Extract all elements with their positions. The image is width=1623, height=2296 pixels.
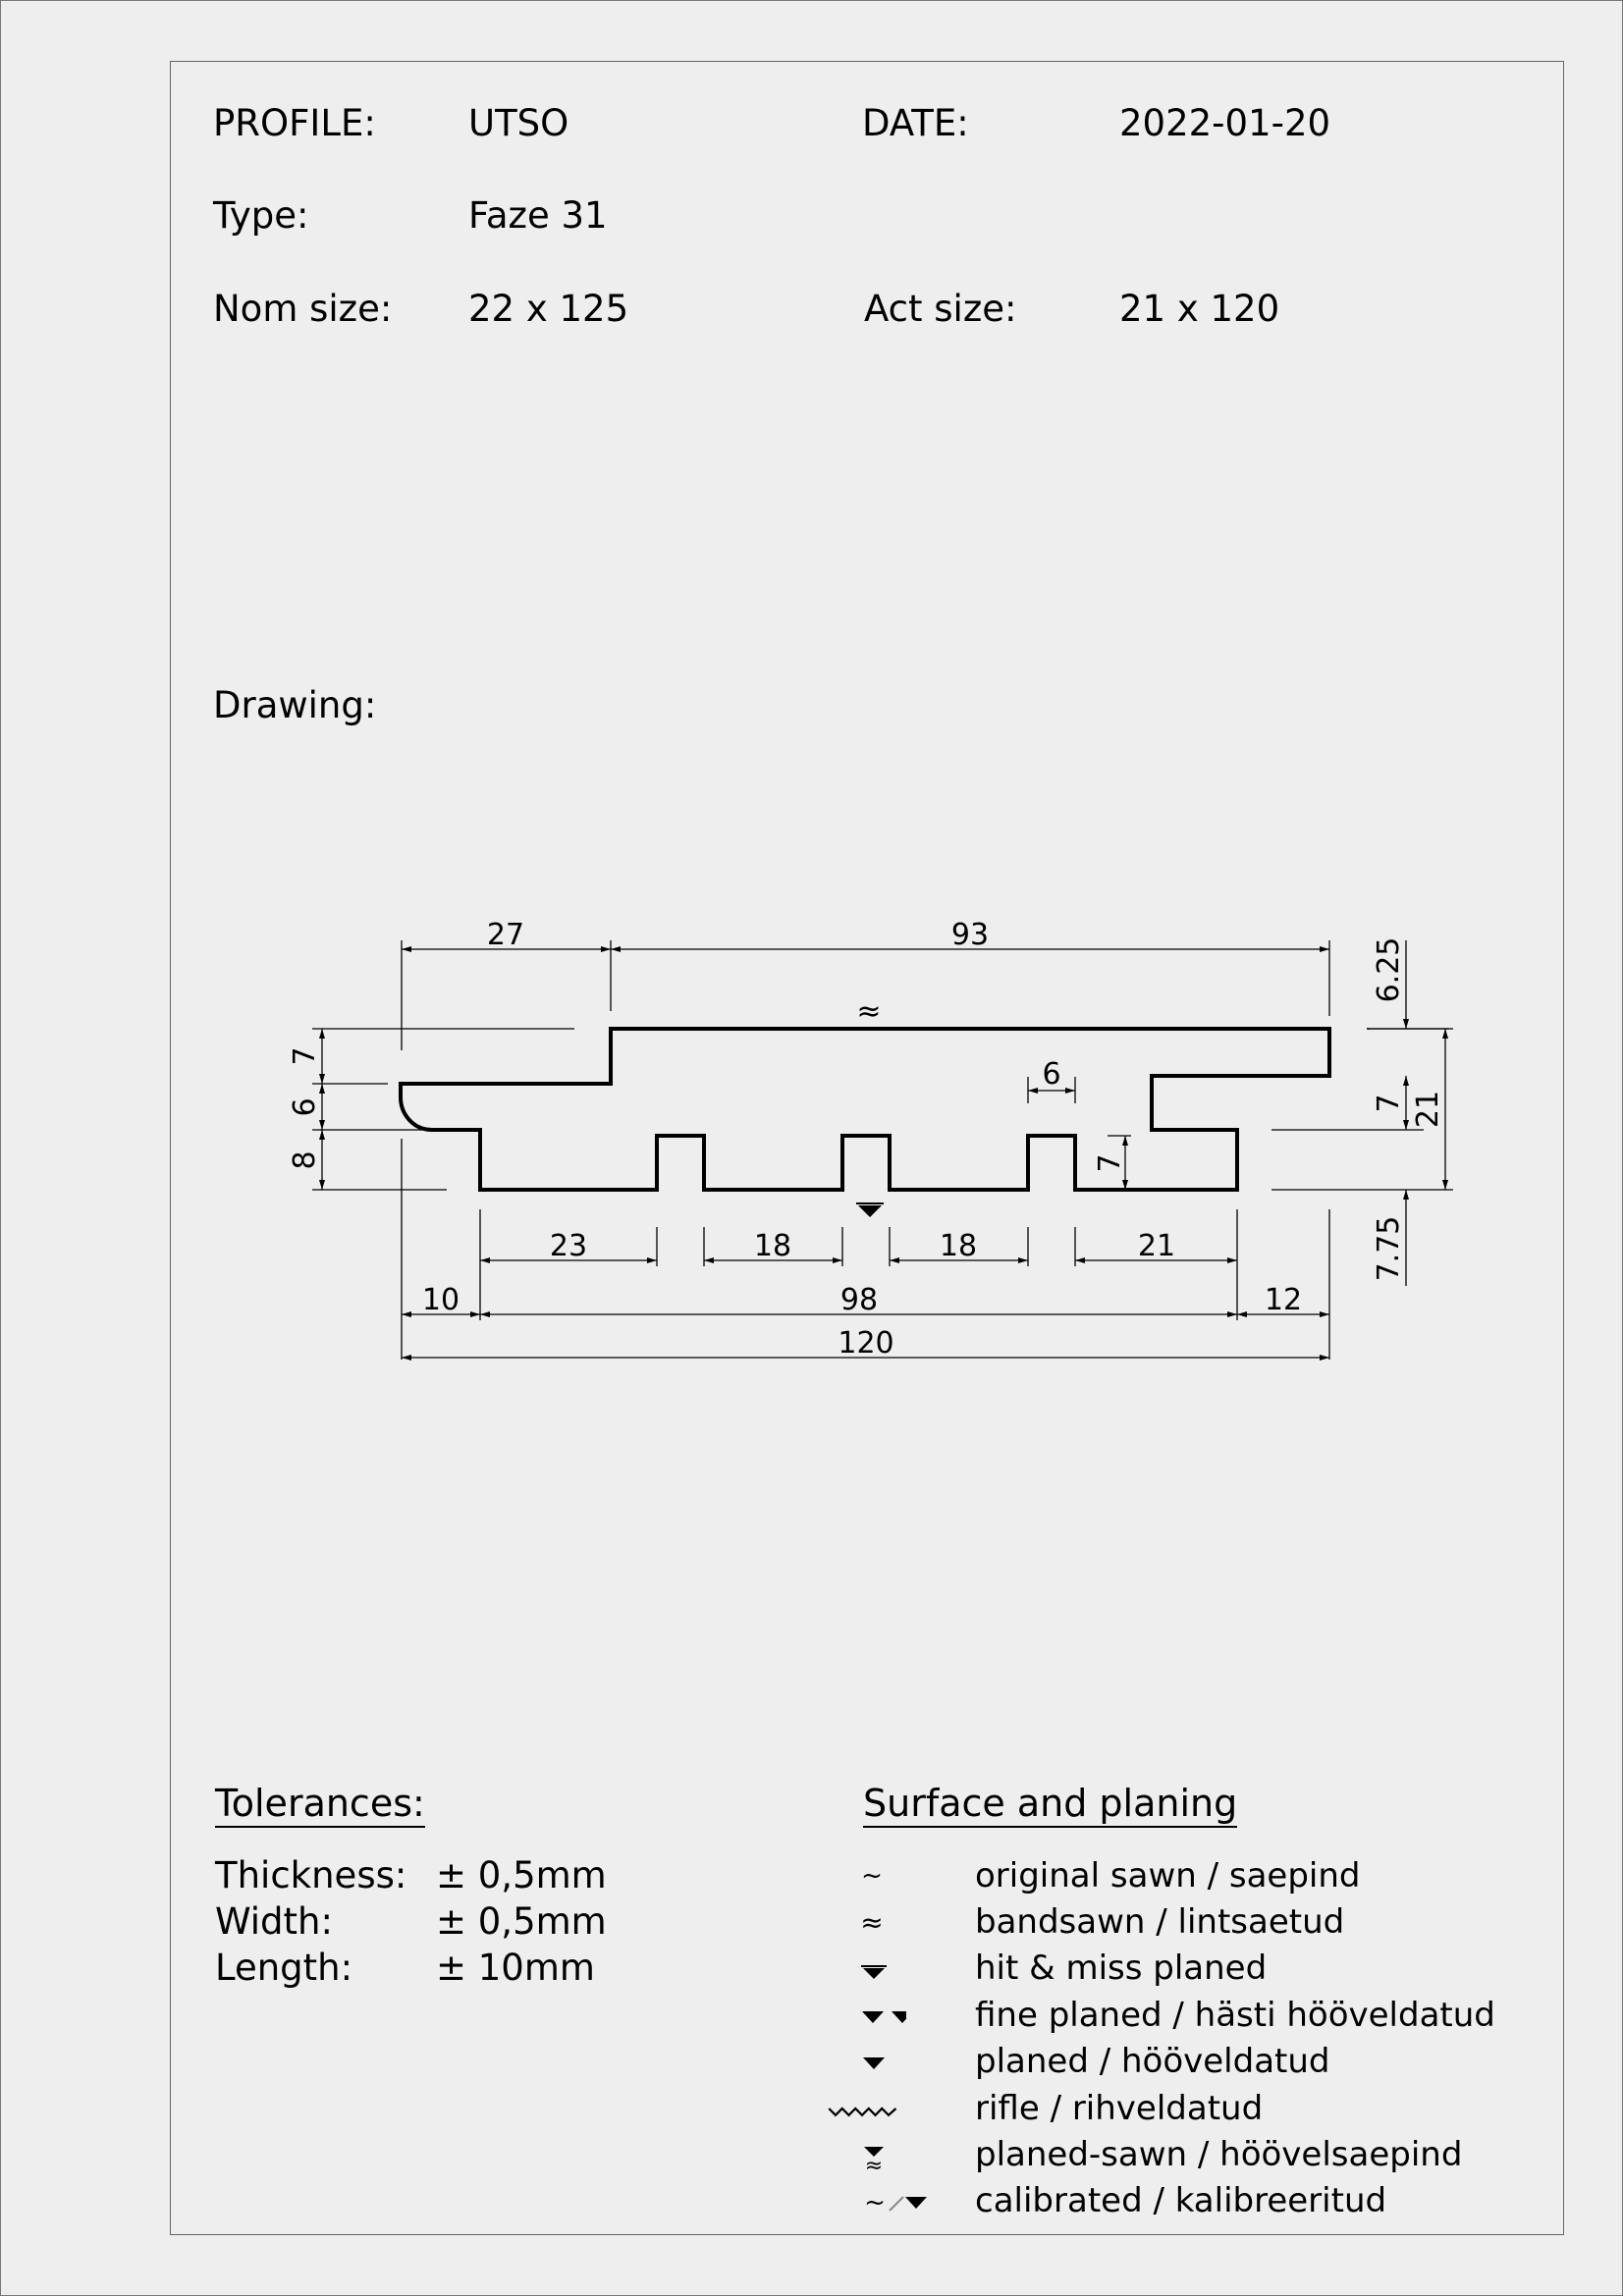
double-triangle-icon — [833, 1996, 906, 2035]
svg-text:≈: ≈ — [860, 1906, 884, 1939]
profile-outline — [401, 1029, 1329, 1190]
tolerances-heading: Tolerances: — [215, 1781, 425, 1828]
legend-fine-planed: fine planed / hästi hööveldatud — [975, 1996, 1495, 2035]
legend-hit-miss-planed: hit & miss planed — [975, 1949, 1268, 1988]
planed-mark-icon — [858, 1205, 882, 1217]
dim-left-6: 6 — [288, 1097, 322, 1117]
zigzag-icon — [827, 2089, 900, 2128]
nom-size-value: 22 x 125 — [468, 288, 629, 330]
triangle-icon — [833, 2042, 906, 2081]
svg-text:~: ~ — [861, 1861, 883, 1891]
dim-right-7: 7 — [1372, 1094, 1406, 1113]
dim-bottom-18a: 18 — [753, 1229, 792, 1263]
act-size-value: 21 x 120 — [1119, 288, 1280, 330]
tolerance-width-label: Width: — [215, 1900, 333, 1943]
legend-planed: planed / hööveldatud — [975, 2042, 1330, 2081]
double-tilde-icon — [833, 1902, 906, 1942]
type-label: Type: — [213, 194, 309, 237]
dim-27: 27 — [486, 918, 525, 952]
legend-planed-sawn: planed-sawn / höövelsaepind — [975, 2135, 1463, 2174]
dim-bottom-120: 120 — [838, 1326, 894, 1361]
type-value: Faze 31 — [468, 194, 608, 237]
dim-right-21: 21 — [1411, 1090, 1445, 1129]
legend-bandsawn: bandsawn / lintsaetud — [975, 1902, 1345, 1942]
dim-left-8: 8 — [288, 1150, 322, 1170]
legend-original-sawn: original sawn / saepind — [975, 1856, 1361, 1896]
legend-calibrated: calibrated / kalibreeritud — [975, 2181, 1387, 2220]
triangle-tilde-icon — [833, 2135, 906, 2174]
dim-bottom-21: 21 — [1137, 1229, 1176, 1263]
date-label: DATE: — [862, 102, 969, 144]
nom-size-label: Nom size: — [213, 288, 393, 330]
tolerance-thickness-value: ± 0,5mm — [436, 1854, 607, 1896]
drawing-label: Drawing: — [213, 684, 377, 726]
dim-93: 93 — [950, 918, 990, 952]
dim-bottom-10: 10 — [421, 1283, 460, 1317]
dim-groove-depth: 7 — [1093, 1153, 1127, 1173]
dim-groove-width: 6 — [1042, 1057, 1061, 1092]
profile-value: UTSO — [468, 102, 569, 144]
tilde-slash-triangle-icon — [833, 2181, 941, 2220]
tolerance-length-label: Length: — [215, 1947, 353, 1989]
dim-bottom-18b: 18 — [939, 1229, 978, 1263]
dim-right-7-75: 7.75 — [1372, 1215, 1406, 1282]
act-size-label: Act size: — [864, 288, 1017, 330]
dim-bottom-98: 98 — [839, 1283, 879, 1317]
date-value: 2022-01-20 — [1119, 102, 1331, 144]
svg-text:≈: ≈ — [864, 2154, 884, 2174]
dim-bottom-12: 12 — [1264, 1283, 1303, 1317]
legend-rifle: rifle / rihveldatud — [975, 2089, 1264, 2128]
underlined-triangle-icon — [833, 1949, 906, 1988]
bandsawn-surface-mark: ≈ — [856, 994, 882, 1029]
dim-left-7: 7 — [288, 1046, 322, 1066]
surface-heading: Surface and planing — [863, 1781, 1237, 1828]
tilde-icon — [833, 1856, 906, 1896]
dim-bottom-23: 23 — [549, 1229, 588, 1263]
profile-label: PROFILE: — [213, 102, 376, 144]
dim-right-6-25: 6.25 — [1372, 936, 1406, 1003]
tolerance-width-value: ± 0,5mm — [436, 1900, 607, 1943]
svg-text:~: ~ — [864, 2188, 886, 2217]
tolerance-thickness-label: Thickness: — [215, 1854, 407, 1896]
tolerance-length-value: ± 10mm — [436, 1947, 595, 1989]
